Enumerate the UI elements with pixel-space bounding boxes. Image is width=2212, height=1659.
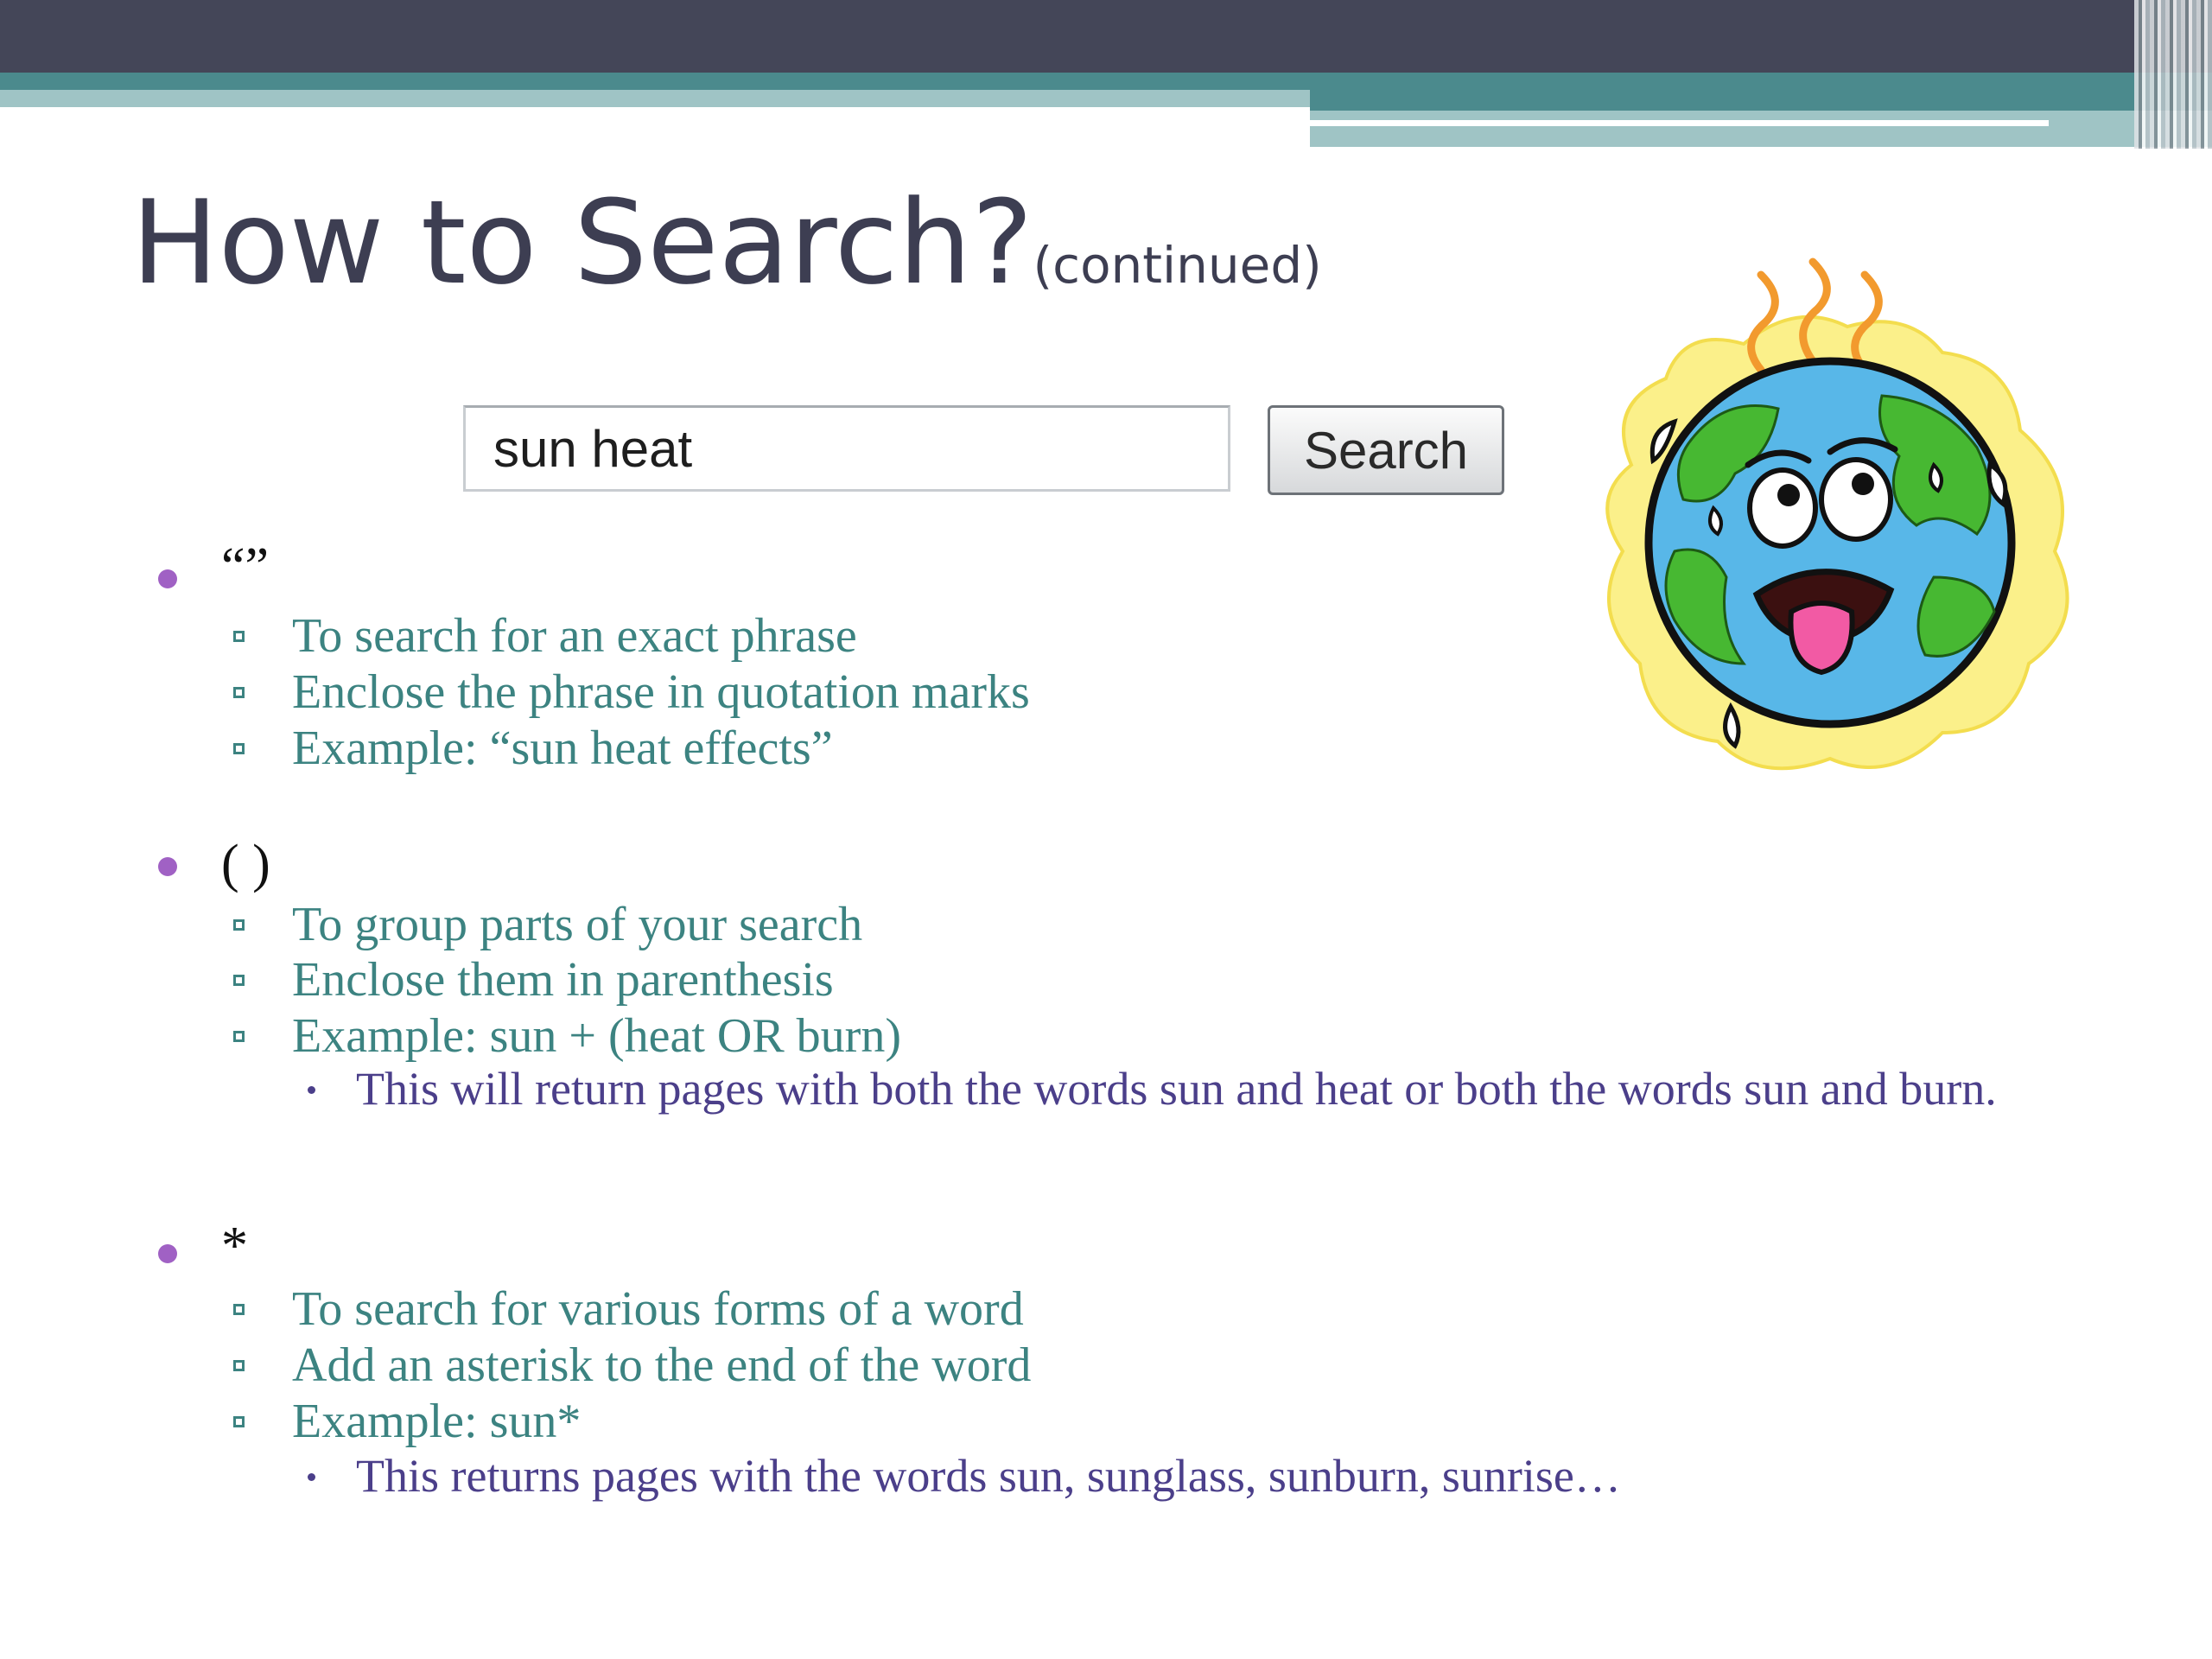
header-band-light bbox=[0, 90, 1310, 107]
level2-bullet-square bbox=[233, 975, 245, 986]
list-item-note: This returns pages with the words sun, sunglass, sunburn, sunrise… bbox=[356, 1450, 1621, 1502]
search-button[interactable] bbox=[1268, 405, 1504, 495]
level2-bullet-square bbox=[233, 1304, 245, 1315]
header-band-accent-line bbox=[1310, 120, 2049, 126]
level2-bullet-square bbox=[233, 631, 245, 642]
header-band-teal bbox=[0, 73, 1310, 90]
header-band-teal-right bbox=[1310, 73, 2212, 111]
list-item: To search for various forms of a word bbox=[292, 1282, 1024, 1336]
level2-bullet-square bbox=[233, 1416, 245, 1427]
sweating-earth-icon bbox=[1571, 249, 2098, 785]
level1-bullet-dot bbox=[158, 857, 177, 876]
list-item: Enclose the phrase in quotation marks bbox=[292, 665, 1030, 719]
slide-title bbox=[131, 169, 1322, 339]
header-band-dark bbox=[0, 0, 2212, 73]
header-band-light-right bbox=[1310, 111, 2212, 147]
level2-bullet-square bbox=[233, 1360, 245, 1371]
slide-title-suffix: (continued) bbox=[1033, 236, 1322, 295]
list-item-note: This will return pages with both the words sun and heat or both the words sun and burn. bbox=[356, 1063, 1997, 1115]
search-button-label: Search bbox=[1303, 421, 1469, 480]
search-input[interactable] bbox=[463, 405, 1230, 492]
level1-bullet-dot bbox=[158, 1244, 177, 1263]
section-symbol: ( ) bbox=[221, 835, 270, 893]
search-input-value: sun heat bbox=[493, 419, 693, 478]
level2-bullet-square bbox=[233, 919, 245, 931]
level1-bullet-dot bbox=[158, 569, 177, 588]
section-symbol: * bbox=[221, 1217, 248, 1275]
level3-bullet-dot bbox=[308, 1473, 315, 1481]
level2-bullet-square bbox=[233, 687, 245, 698]
list-item: Example: sun + (heat OR burn) bbox=[292, 1009, 901, 1063]
level2-bullet-square bbox=[233, 743, 245, 754]
level3-bullet-dot bbox=[308, 1086, 315, 1094]
level2-bullet-square bbox=[233, 1031, 245, 1042]
list-item: To group parts of your search bbox=[292, 898, 863, 951]
list-item: Example: sun* bbox=[292, 1395, 582, 1448]
section-symbol: “” bbox=[221, 537, 270, 596]
list-item: Example: “sun heat effects” bbox=[292, 721, 833, 775]
slide-title-text: How to Search? bbox=[131, 175, 1033, 310]
list-item: Add an asterisk to the end of the word bbox=[292, 1338, 1032, 1392]
header-band-stripes bbox=[2134, 0, 2212, 149]
list-item: To search for an exact phrase bbox=[292, 609, 857, 663]
list-item: Enclose them in parenthesis bbox=[292, 953, 834, 1007]
